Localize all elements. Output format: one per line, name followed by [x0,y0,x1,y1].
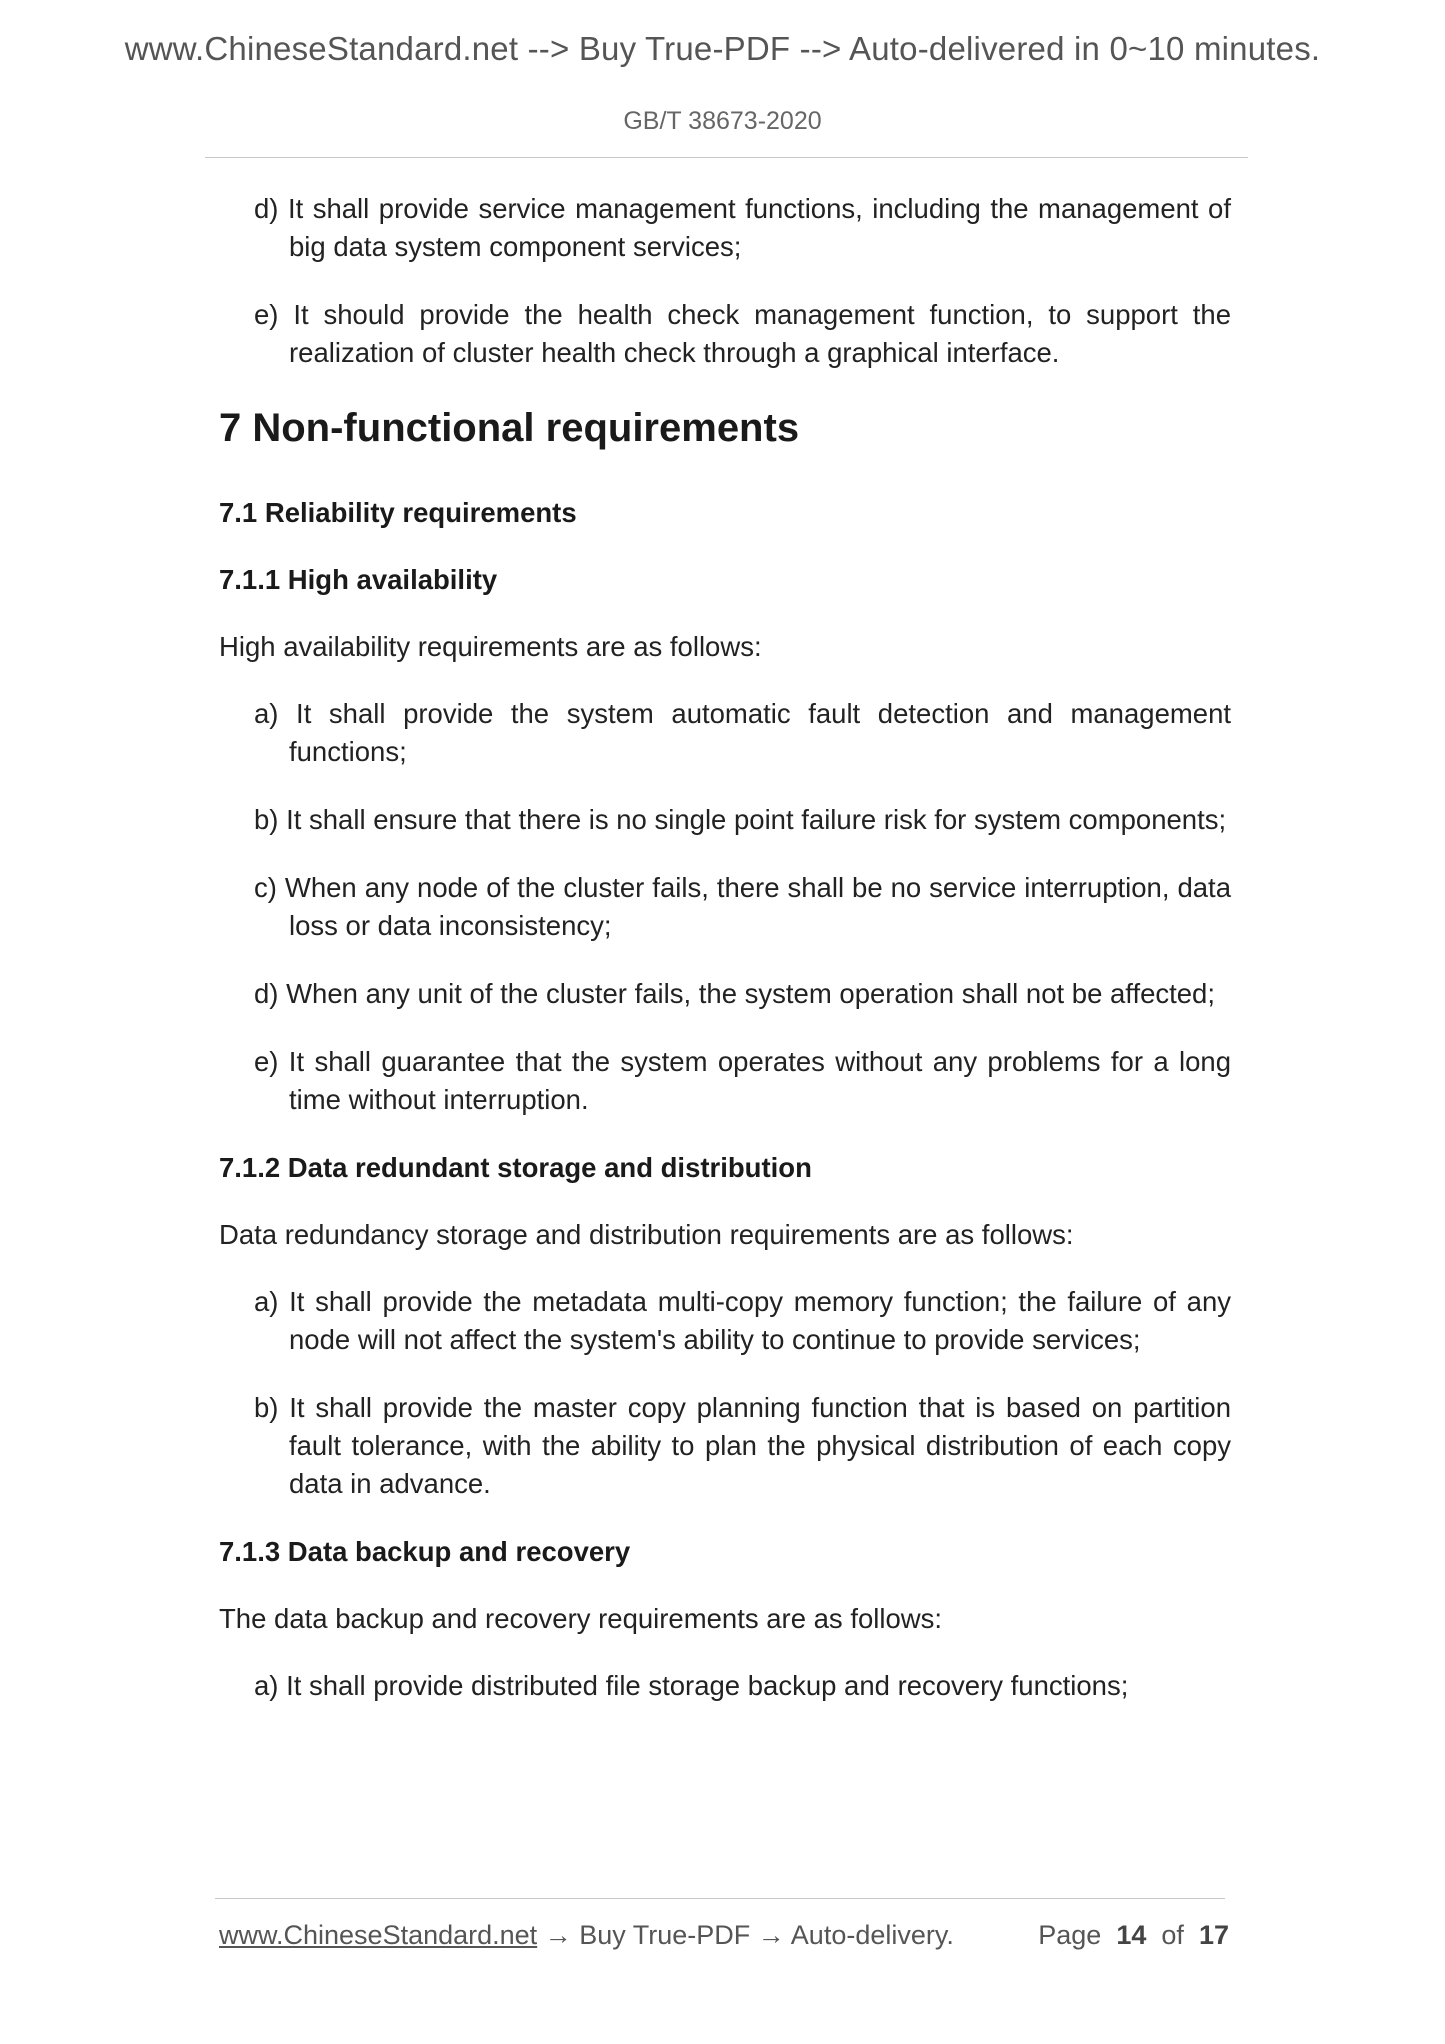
list-item: e) It should provide the health check management function, to support the realization of cluster health check through a graphical interface. [254,299,1231,368]
footer-buy-text: Buy True-PDF [579,1920,751,1950]
of-label: of [1161,1920,1184,1950]
footer-divider [215,1898,1225,1899]
document-body [219,190,1231,1735]
section-intro: The data backup and recovery requirements are as follows: [219,1603,943,1634]
list-item: b) It shall ensure that there is no single point failure risk for system components; [254,804,1227,835]
arrow-icon: → [757,1920,785,1950]
section-heading-7-1-1: 7.1.1 High availability [219,564,498,595]
page-number: 14 [1116,1920,1147,1950]
footer-delivery-text: Auto-delivery. [790,1920,954,1950]
list-item: a) It shall provide distributed file storage backup and recovery functions; [254,1670,1129,1701]
list-item: d) When any unit of the cluster fails, the system operation shall not be affected; [254,978,1215,1009]
list-item: c) When any node of the cluster fails, there shall be no service interruption, data loss or data inconsistency; [254,872,1231,941]
section-intro: High availability requirements are as follows: [219,631,762,662]
footer-site-link[interactable]: www.ChineseStandard.net [219,1920,538,1950]
section-heading-7-1-3: 7.1.3 Data backup and recovery [219,1536,631,1567]
section-heading-7-1: 7.1 Reliability requirements [219,497,577,528]
list-item: d) It shall provide service management functions, including the management of big data system component services; [254,193,1231,262]
section-heading-7-1-2: 7.1.2 Data redundant storage and distribution [219,1152,812,1183]
arrow-icon: → [544,1920,572,1950]
top-banner: www.ChineseStandard.net --> Buy True-PDF --> Auto-delivered in 0~10 minutes. [124,30,1321,67]
list-item: b) It shall provide the master copy planning function that is based on partition fault tolerance, with the ability to plan the physical distribution of each copy data in advance. [254,1392,1231,1499]
section-intro: Data redundancy storage and distribution requirements are as follows: [219,1219,1074,1250]
page-label: Page [1038,1920,1102,1950]
header-divider [205,157,1248,158]
page-footer [219,1920,1229,1951]
list-item: e) It shall guarantee that the system operates without any problems for a long time without interruption. [254,1046,1231,1115]
page-indicator [1038,1920,1229,1951]
page-total: 17 [1198,1920,1229,1950]
section-heading-7: 7 Non-functional requirements [219,406,800,450]
list-item: a) It shall provide the system automatic fault detection and management functions; [254,698,1231,767]
list-item: a) It shall provide the metadata multi-copy memory function; the failure of any node will not affect the system's ability to continue to provide services; [254,1286,1231,1355]
standard-number: GB/T 38673-2020 [623,107,822,135]
